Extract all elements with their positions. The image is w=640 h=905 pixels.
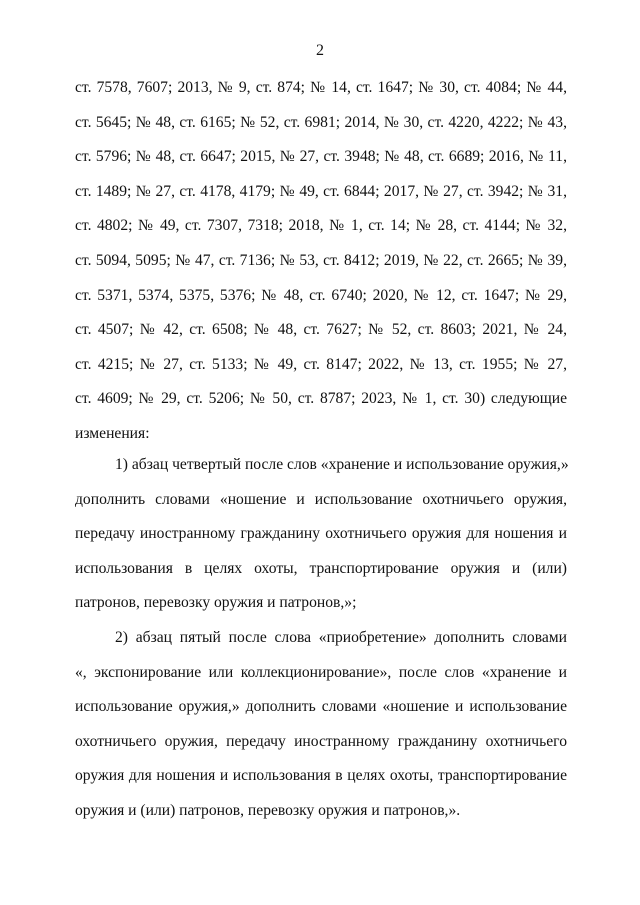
text-line: патронов, перевозку оружия и патронов,»; (75, 594, 357, 612)
text-line: передачу иностранному гражданину охотничьего оружия для ношения и (75, 525, 567, 543)
text-line: ст. 5645; № 48, ст. 6165; № 52, ст. 6981; 2014, № 30, ст. 4220, 4222; № 43, (75, 113, 567, 131)
text-line: ст. 4802; № 49, ст. 7307, 7318; 2018, № 1, ст. 14; № 28, ст. 4144; № 32, (75, 217, 567, 235)
text-line: ст. 5371, 5374, 5375, 5376; № 48, ст. 6740; 2020, № 12, ст. 1647; № 29, (75, 286, 567, 304)
text-line: ст. 5796; № 48, ст. 6647; 2015, № 27, ст. 3948; № 48, ст. 6689; 2016, № 11, (75, 148, 567, 166)
text-line: оружия для ношения и использования в целях охоты, транспортирование (75, 767, 567, 785)
text-line: охотничьего оружия, передачу иностранному гражданину охотничьего (75, 732, 567, 750)
text-line: ст. 7578, 7607; 2013, № 9, ст. 874; № 14, ст. 1647; № 30, ст. 4084; № 44, (75, 79, 567, 96)
text-line: оружия и (или) патронов, перевозку оружия и патронов,». (75, 801, 461, 819)
text-line: ст. 4609; № 29, ст. 5206; № 50, ст. 8787; 2023, № 1, ст. 30) следующие (75, 390, 567, 408)
text-line: использование оружия,» дополнить словами «ношение и использование (75, 698, 567, 716)
amendment-item-1 (75, 448, 567, 621)
text-line: использования в целях охоты, транспортирование оружия и (или) (75, 559, 567, 577)
text-line: ст. 1489; № 27, ст. 4178, 4179; № 49, ст. 6844; 2017, № 27, ст. 3942; № 31, (75, 182, 567, 200)
continuation-paragraph (75, 71, 567, 452)
amendment-item-2 (75, 621, 567, 829)
text-line: 2) абзац пятый после слова «приобретение» дополнить словами (115, 629, 567, 646)
text-line: изменения: (75, 424, 150, 442)
text-line: дополнить словами «ношение и использование охотничьего оружия, (75, 490, 567, 508)
page-number: 2 (316, 42, 324, 59)
text-line: 1) абзац четвертый после слов «хранение и использование оружия,» (115, 456, 569, 473)
text-line: ст. 4507; № 42, ст. 6508; № 48, ст. 7627; № 52, ст. 8603; 2021, № 24, (75, 321, 567, 339)
text-line: ст. 4215; № 27, ст. 5133; № 49, ст. 8147; 2022, № 13, ст. 1955; № 27, (75, 355, 567, 373)
text-line: ст. 5094, 5095; № 47, ст. 7136; № 53, ст. 8412; 2019, № 22, ст. 2665; № 39, (75, 251, 567, 269)
text-line: «, экспонирование или коллекционирование», после слов «хранение и (75, 663, 567, 681)
